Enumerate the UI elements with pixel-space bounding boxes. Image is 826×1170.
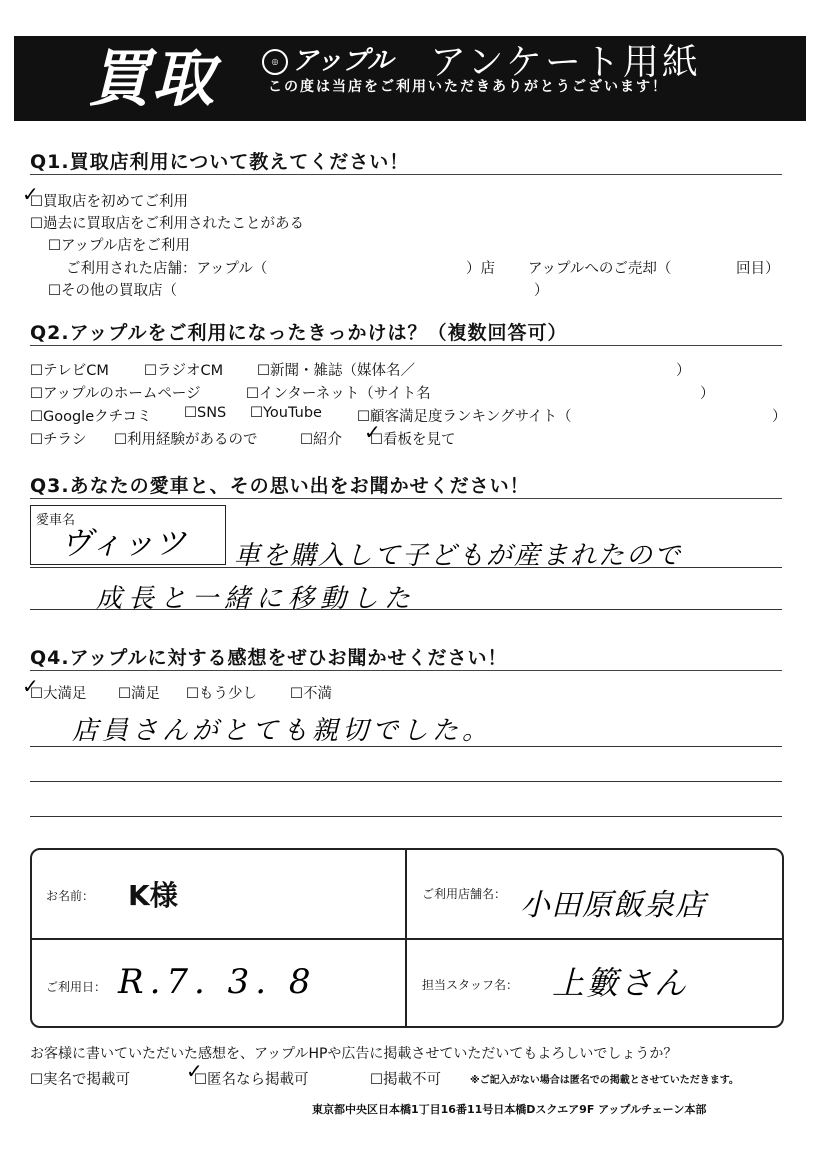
q1-other-suffix: ）: [534, 283, 549, 299]
q2-homepage-label: アップルのホームページ: [43, 386, 201, 402]
q4-underline: [30, 670, 782, 671]
q1-opt-apple-label: アップル店をご利用: [61, 238, 190, 254]
q2-tv-label: テレビCM: [43, 363, 109, 379]
car-name-label: 愛車名: [36, 513, 76, 528]
q4-unsatisfied[interactable]: [290, 682, 332, 703]
q1-opt-first[interactable]: [30, 190, 188, 211]
q3-underline: [30, 498, 782, 499]
q4-unsatisfied-label: 不満: [303, 686, 332, 702]
consent-no-publish[interactable]: [370, 1068, 441, 1089]
q2-flyer[interactable]: [30, 428, 87, 449]
consent-anonymous-label: 匿名なら掲載可: [207, 1072, 309, 1088]
q2-google[interactable]: [30, 405, 152, 426]
q1-underline: [30, 174, 782, 175]
q4-bit-more[interactable]: [186, 682, 257, 703]
q2-flyer-label: チラシ: [43, 432, 87, 448]
q1-opt-first-label: 買取店を初めてご利用: [43, 194, 188, 210]
q2-news[interactable]: [257, 359, 415, 380]
q1-store-suffix: ）店: [466, 261, 495, 277]
consent-anonymous[interactable]: [194, 1068, 309, 1089]
q2-news-label: 新聞・雑誌（媒体名／: [270, 363, 415, 379]
q2-youtube[interactable]: [250, 405, 322, 421]
store-name-label: ご利用店舗名：: [422, 887, 507, 901]
q2-sns-label: SNS: [197, 405, 227, 421]
q2-tv[interactable]: [30, 359, 109, 380]
name-value[interactable]: K様: [128, 879, 178, 912]
q2-news-close: ）: [676, 363, 691, 379]
q4-satisfied-label: 満足: [131, 686, 160, 702]
apple-mark-icon: ◎: [262, 49, 288, 75]
q2-sns[interactable]: [184, 405, 226, 421]
q1-opt-other-label: その他の買取店（: [61, 283, 177, 299]
comment-rule-3: [30, 816, 782, 817]
q4-very-label: 大満足: [43, 686, 87, 702]
q4-satisfied[interactable]: [118, 682, 160, 703]
date-label: ご利用日：: [46, 980, 107, 994]
q1-opt-past-label: 過去に買取店をご利用されたことがある: [43, 216, 304, 232]
q2-intro-label: 紹介: [313, 432, 342, 448]
info-box-divider-h: [30, 938, 782, 940]
kaitori-logo-text: 買取: [88, 42, 217, 115]
q1-store-label: ご利用された店舗：アップル（: [66, 261, 268, 277]
q3-title: Q3.あなたの愛車と、その思い出をお聞かせください！: [30, 475, 530, 497]
q2-underline: [30, 345, 782, 346]
comment-rule-2: [30, 781, 782, 782]
q2-homepage[interactable]: [30, 382, 201, 403]
checkmark-icon: ✓: [186, 1059, 203, 1083]
q2-ranking[interactable]: [357, 405, 572, 426]
q2-sign-label: 看板を見て: [383, 432, 456, 448]
consent-real-name[interactable]: [30, 1068, 130, 1089]
memory-line-1[interactable]: 車を購入して子どもが産まれたので: [234, 541, 683, 571]
form-subtitle: この度は当店をご利用いただきありがとうございます！: [268, 79, 668, 95]
q1-opt-other[interactable]: [48, 279, 177, 300]
name-label: お名前：: [46, 889, 95, 903]
q2-experience-label: 利用経験があるので: [127, 432, 258, 448]
memory-rule-2: [30, 609, 782, 610]
q2-sign[interactable]: [370, 428, 456, 449]
q1-title: Q1.買取店利用について教えてください！: [30, 151, 410, 173]
q4-comment[interactable]: 店員さんがとても親切でした。: [72, 716, 493, 746]
q2-google-label: Googleクチコミ: [43, 409, 152, 425]
comment-rule-1: [30, 746, 782, 747]
staff-label: 担当スタッフ名：: [422, 978, 519, 992]
q2-internet[interactable]: [246, 382, 431, 403]
q2-ranking-label: 顧客満足度ランキングサイト（: [370, 409, 572, 425]
q2-radio[interactable]: [144, 359, 223, 380]
checkmark-icon: ✓: [22, 674, 39, 698]
memory-rule-1: [30, 567, 782, 568]
apple-logo: [262, 40, 393, 77]
consent-note: ※ご記入がない場合は匿名での掲載とさせていただきます。: [470, 1075, 739, 1086]
store-name-value[interactable]: 小田原飯泉店: [520, 888, 706, 923]
q1-opt-apple[interactable]: [48, 234, 190, 255]
consent-real-name-label: 実名で掲載可: [43, 1072, 130, 1088]
memory-line-2[interactable]: 成長と一緒に移動した: [96, 584, 417, 614]
q1-sale-suffix: 回目）: [736, 261, 780, 277]
q2-internet-close: ）: [700, 386, 715, 402]
q4-title: Q4.アップルに対する感想をぜひお聞かせください！: [30, 647, 508, 669]
q4-very[interactable]: [30, 682, 87, 703]
q1-opt-past[interactable]: [30, 212, 304, 233]
q1-sale-label: アップルへのご売却（: [528, 261, 672, 277]
consent-question: お客様に書いていただいた感想を、アップルHPや広告に掲載させていただいてもよろしいでしょうか？: [30, 1046, 678, 1062]
q2-internet-label: インターネット（サイト名: [259, 386, 431, 402]
checkmark-icon: ✓: [22, 182, 39, 206]
checkmark-icon: ✓: [364, 420, 381, 444]
q2-radio-label: ラジオCM: [157, 363, 224, 379]
date-value[interactable]: R.7. 3. 8: [118, 962, 317, 1002]
q2-title: Q2.アップルをご利用になったきっかけは？（複数回答可）: [30, 322, 568, 344]
car-name-value[interactable]: ヴィッツ: [60, 524, 187, 562]
consent-no-publish-label: 掲載不可: [383, 1072, 441, 1088]
footer-address: 東京都中央区日本橋1丁目16番11号日本橋Dスクエア9F アップルチェーン本部: [312, 1103, 707, 1116]
q2-experience[interactable]: [114, 428, 258, 449]
q2-intro[interactable]: [300, 428, 342, 449]
apple-logo-text: アップル: [292, 46, 394, 76]
staff-value[interactable]: 上籔さん: [552, 964, 689, 1002]
q4-bit-more-label: もう少し: [199, 686, 257, 702]
form-title: アンケート用紙: [430, 42, 701, 83]
q2-ranking-close: ）: [772, 409, 787, 425]
q2-youtube-label: YouTube: [263, 405, 322, 421]
